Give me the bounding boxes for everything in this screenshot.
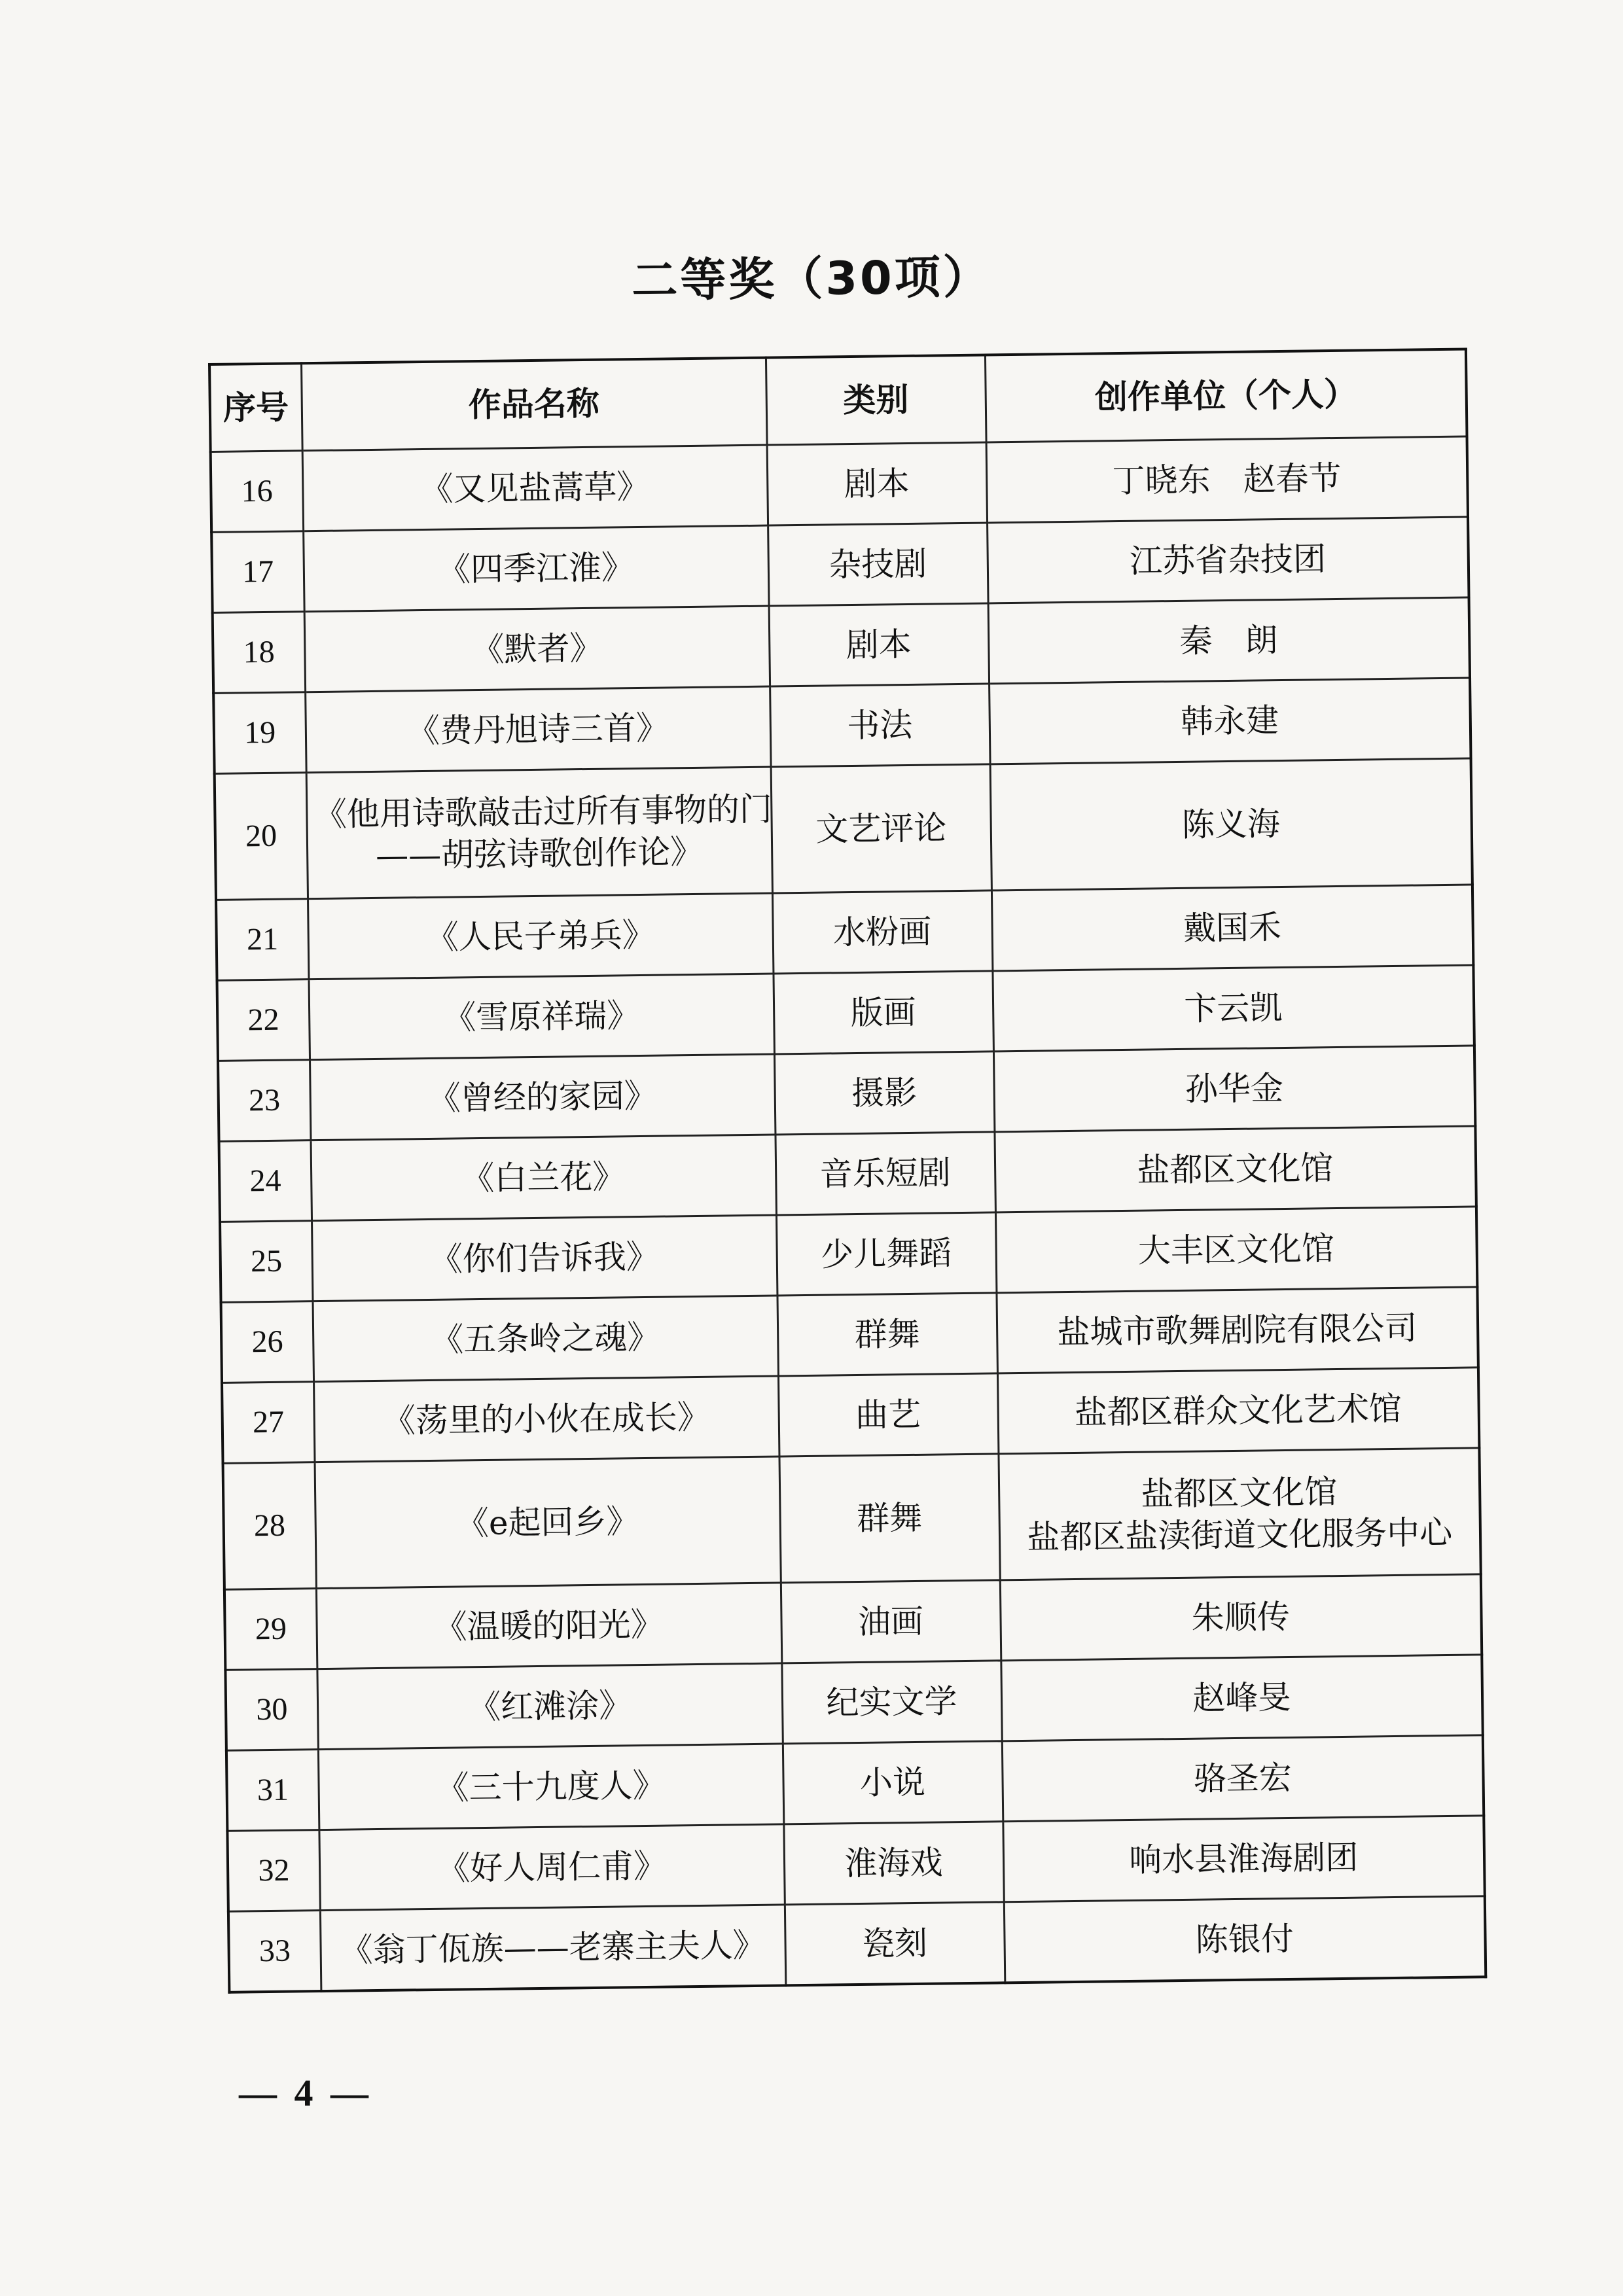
- cell-category: 少儿舞蹈: [776, 1212, 996, 1296]
- cell-category: 剧本: [769, 603, 989, 686]
- cell-category: 音乐短剧: [775, 1132, 995, 1215]
- cell-creator: [991, 885, 1473, 971]
- work-name-line: 《雪原祥瑞》: [442, 997, 640, 1037]
- work-name-line: 《四季江淮》: [437, 548, 635, 589]
- cell-creator: [1004, 1896, 1486, 1983]
- cell-serial: 18: [213, 612, 305, 694]
- work-name-line: ——胡弦诗歌创作论》: [375, 832, 704, 875]
- work-name-line: 《曾经的家园》: [427, 1076, 658, 1118]
- cell-work-name: [310, 1054, 775, 1140]
- table-row: [211, 517, 1469, 612]
- cell-serial: 31: [226, 1750, 319, 1831]
- creator-line: 江苏省杂技团: [1129, 540, 1327, 580]
- header-creator: 创作单位（个人）: [985, 349, 1467, 442]
- work-name-line: 《荡里的小伙在成长》: [382, 1398, 711, 1440]
- cell-creator: [993, 1046, 1475, 1132]
- table-row: [225, 1655, 1482, 1750]
- award-table: [208, 347, 1487, 1993]
- work-name-line: 《他用诗歌敲击过所有事物的门: [313, 790, 773, 834]
- cell-work-name: [318, 1744, 783, 1830]
- work-name-line: 《你们告诉我》: [429, 1237, 660, 1279]
- cell-creator: [1001, 1655, 1482, 1741]
- cell-work-name: [304, 606, 770, 692]
- table-row: [220, 1207, 1477, 1302]
- cell-creator: [988, 597, 1470, 684]
- cell-serial: 32: [227, 1830, 319, 1912]
- cell-serial: 19: [213, 692, 306, 774]
- cell-serial: 25: [220, 1221, 312, 1303]
- creator-line: 戴国禾: [1183, 908, 1282, 947]
- cell-work-name: [313, 1376, 779, 1462]
- table-row: [213, 678, 1471, 773]
- cell-category: 群舞: [779, 1454, 999, 1583]
- table-row: [228, 1896, 1486, 1992]
- work-name-line: 《五条岭之魂》: [430, 1318, 660, 1359]
- cell-category: 剧本: [767, 442, 987, 525]
- cell-serial: 27: [222, 1382, 314, 1464]
- cell-serial: 20: [215, 773, 308, 900]
- cell-work-name: [313, 1296, 778, 1382]
- creator-line: 响水县淮海剧团: [1128, 1838, 1359, 1879]
- cell-category: 文艺评论: [771, 764, 991, 893]
- cell-serial: 29: [224, 1589, 317, 1670]
- cell-work-name: [312, 1215, 777, 1301]
- cell-category: 群舞: [777, 1293, 997, 1376]
- cell-serial: 23: [218, 1060, 310, 1142]
- work-name-line: 《红滩涂》: [467, 1686, 632, 1727]
- cell-serial: 22: [217, 980, 310, 1061]
- table-row: [227, 1816, 1484, 1911]
- cell-category: 书法: [770, 684, 990, 767]
- cell-category: 摄影: [774, 1051, 994, 1135]
- creator-line: 盐城市歌舞剧院有限公司: [1057, 1309, 1418, 1352]
- work-name-line: 《又见盐蒿草》: [420, 467, 650, 509]
- cell-work-name: [316, 1583, 781, 1669]
- cell-work-name: [305, 686, 770, 773]
- creator-line: 陈义海: [1181, 805, 1281, 844]
- cell-category: 纪实文学: [781, 1661, 1001, 1744]
- award-table-container: [208, 348, 1484, 1994]
- cell-category: 淮海戏: [783, 1822, 1003, 1905]
- creator-line: 盐都区盐渎街道文化服务中心: [1026, 1513, 1453, 1557]
- creator-line: 大丰区文化馆: [1137, 1229, 1335, 1270]
- table-body: [211, 436, 1486, 1992]
- work-name-line: 《白兰花》: [461, 1157, 626, 1198]
- table-row: [219, 1126, 1476, 1222]
- creator-line: 盐都区文化馆: [1137, 1149, 1334, 1190]
- table-row: [217, 965, 1474, 1061]
- cell-creator: [1000, 1574, 1482, 1661]
- cell-creator: [987, 517, 1469, 603]
- table-row: [224, 1574, 1482, 1670]
- work-name-line: 《温暖的阳光》: [434, 1605, 664, 1646]
- cell-serial: 30: [225, 1669, 317, 1751]
- table-row: [223, 1448, 1481, 1589]
- cell-creator: [990, 758, 1472, 891]
- table-row: [216, 885, 1473, 980]
- cell-category: 油画: [781, 1580, 1001, 1663]
- cell-work-name: [302, 445, 768, 531]
- creator-line: 韩永建: [1180, 701, 1279, 741]
- cell-work-name: [306, 767, 772, 899]
- cell-creator: [992, 965, 1474, 1051]
- creator-line: 骆圣宏: [1193, 1758, 1293, 1798]
- header-serial: 序号: [209, 363, 302, 451]
- table-row: [218, 1046, 1475, 1141]
- table-row: [226, 1735, 1484, 1831]
- cell-creator: [989, 678, 1471, 764]
- cell-serial: 24: [219, 1140, 312, 1222]
- work-name-line: 《人民子弟兵》: [425, 915, 656, 957]
- cell-serial: 26: [221, 1301, 313, 1383]
- cell-creator: [997, 1368, 1479, 1454]
- page-title: 二等奖（30项）: [631, 250, 992, 308]
- cell-category: 小说: [783, 1741, 1003, 1824]
- table-header-row: [209, 349, 1467, 452]
- work-name-line: 《好人周仁甫》: [437, 1846, 667, 1888]
- cell-work-name: [317, 1663, 782, 1750]
- cell-category: 瓷刻: [785, 1902, 1005, 1986]
- cell-creator: [986, 436, 1468, 523]
- creator-line: 卞云凯: [1184, 989, 1283, 1028]
- header-work-name: 作品名称: [301, 358, 767, 451]
- cell-creator: [995, 1207, 1477, 1293]
- cell-serial: 33: [228, 1911, 321, 1992]
- table-row: [213, 597, 1470, 693]
- page-number: — 4 —: [239, 2072, 372, 2114]
- cell-serial: 21: [216, 899, 308, 981]
- header-category: 类别: [766, 355, 986, 445]
- cell-category: 版画: [773, 971, 993, 1054]
- cell-serial: 28: [223, 1462, 316, 1590]
- cell-work-name: [309, 974, 774, 1060]
- work-name-line: 《默者》: [471, 629, 603, 669]
- table-row: [222, 1368, 1479, 1463]
- creator-line: 赵峰旻: [1192, 1678, 1291, 1718]
- creator-line: 朱顺传: [1191, 1597, 1291, 1637]
- table-row: [221, 1287, 1478, 1383]
- creator-line: 孙华金: [1185, 1069, 1284, 1108]
- cell-work-name: [303, 525, 768, 612]
- cell-category: 杂技剧: [768, 523, 988, 606]
- creator-line: 盐都区群众文化艺术馆: [1074, 1389, 1402, 1432]
- creator-line: 盐都区文化馆: [1141, 1473, 1338, 1513]
- work-name-line: 《e起回乡》: [455, 1502, 639, 1543]
- creator-line: 秦 朗: [1179, 621, 1278, 660]
- creator-line: 丁晓东 赵春节: [1112, 459, 1342, 501]
- cell-creator: [1003, 1816, 1484, 1902]
- work-name-line: 《翁丁佤族——老寨主夫人》: [340, 1926, 766, 1969]
- table-row: [215, 758, 1472, 900]
- cell-creator: [1002, 1735, 1484, 1822]
- cell-creator: [996, 1287, 1478, 1373]
- cell-serial: 16: [211, 451, 303, 533]
- cell-work-name: [320, 1905, 785, 1991]
- cell-creator: [994, 1126, 1476, 1212]
- cell-creator: [998, 1448, 1480, 1580]
- creator-line: 陈银付: [1195, 1919, 1294, 1959]
- cell-serial: 17: [211, 531, 304, 613]
- cell-work-name: [315, 1457, 781, 1589]
- work-name-line: 《费丹旭诗三首》: [406, 709, 669, 751]
- table-row: [211, 436, 1468, 532]
- cell-category: 曲艺: [778, 1373, 998, 1457]
- cell-work-name: [308, 893, 773, 980]
- cell-category: 水粉画: [772, 891, 992, 974]
- cell-work-name: [319, 1824, 784, 1911]
- cell-work-name: [311, 1135, 776, 1221]
- work-name-line: 《三十九度人》: [436, 1766, 666, 1807]
